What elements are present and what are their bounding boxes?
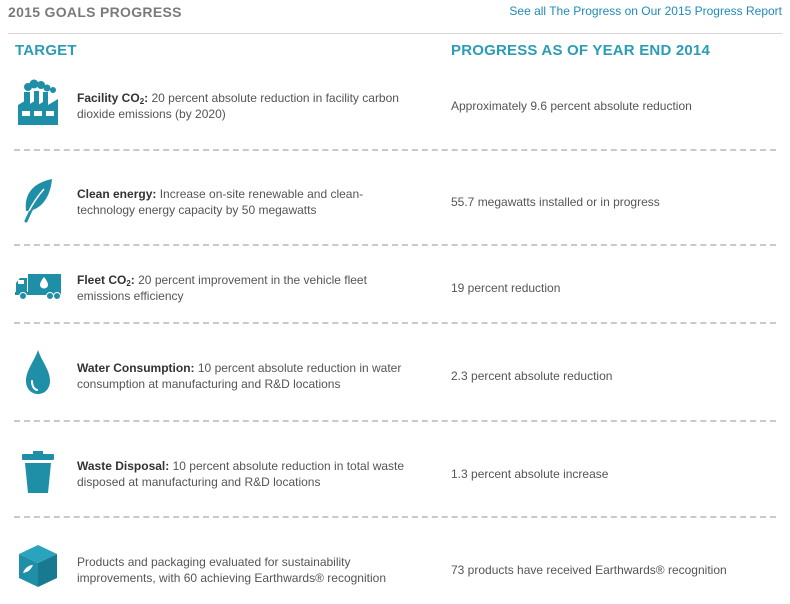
truck-icon <box>14 262 62 310</box>
goal-progress-text: 1.3 percent absolute increase <box>451 467 609 481</box>
row-divider <box>14 244 776 246</box>
row-divider <box>14 516 776 518</box>
page-title: 2015 GOALS PROGRESS <box>8 4 182 20</box>
goal-progress-text: 2.3 percent absolute reduction <box>451 369 613 383</box>
goal-target-text: Fleet $CO_2$: 20 percent improvement in the vehicle fleet emissions efficiency <box>77 273 367 303</box>
package-box-icon <box>14 542 62 590</box>
goal-target-text: Water Consumption: 10 percent absolute reduction in water consumption at manufacturing and R&D locations <box>77 361 402 391</box>
leaf-icon <box>14 176 62 224</box>
trash-can-icon <box>14 448 62 496</box>
goal-target-text: Products and packaging evaluated for sustainability improvements, with 60 achieving Earthwards® recognition <box>77 555 386 585</box>
row-divider <box>14 420 776 422</box>
factory-icon <box>14 78 62 126</box>
row-divider <box>14 322 776 324</box>
goal-progress-text: 19 percent reduction <box>451 281 561 295</box>
goal-row-clean-energy <box>14 172 776 232</box>
row-divider <box>14 149 776 151</box>
target-column-header: TARGET <box>15 42 77 59</box>
water-drop-icon <box>14 348 62 396</box>
goal-target-text: Waste Disposal: 10 percent absolute reduction in total waste disposed at manufacturing and R&D locations <box>77 459 405 489</box>
goal-row-facility-co2 <box>14 74 776 134</box>
goal-row-waste-disposal <box>14 446 776 506</box>
top-bar <box>8 0 782 34</box>
goal-row-fleet-co2 <box>14 262 776 312</box>
goal-target-text: Clean energy: Increase on-site renewable and clean-technology energy capacity by 50 megawatts <box>77 187 364 217</box>
goal-progress-text: 73 products have received Earthwards® recognition <box>451 563 727 577</box>
goal-target-text: Facility $CO_2$: 20 percent absolute reduction in facility carbon dioxide emissions (by 2020) <box>77 91 399 121</box>
goal-progress-text: Approximately 9.6 percent absolute reduction <box>451 99 692 113</box>
progress-column-header: PROGRESS AS OF YEAR END 2014 <box>451 42 711 59</box>
progress-report-link[interactable]: See all The Progress on Our 2015 Progress Report <box>509 4 782 18</box>
goal-row-products <box>14 540 776 600</box>
goal-progress-text: 55.7 megawatts installed or in progress <box>451 195 660 209</box>
goal-row-water-consumption <box>14 346 776 406</box>
